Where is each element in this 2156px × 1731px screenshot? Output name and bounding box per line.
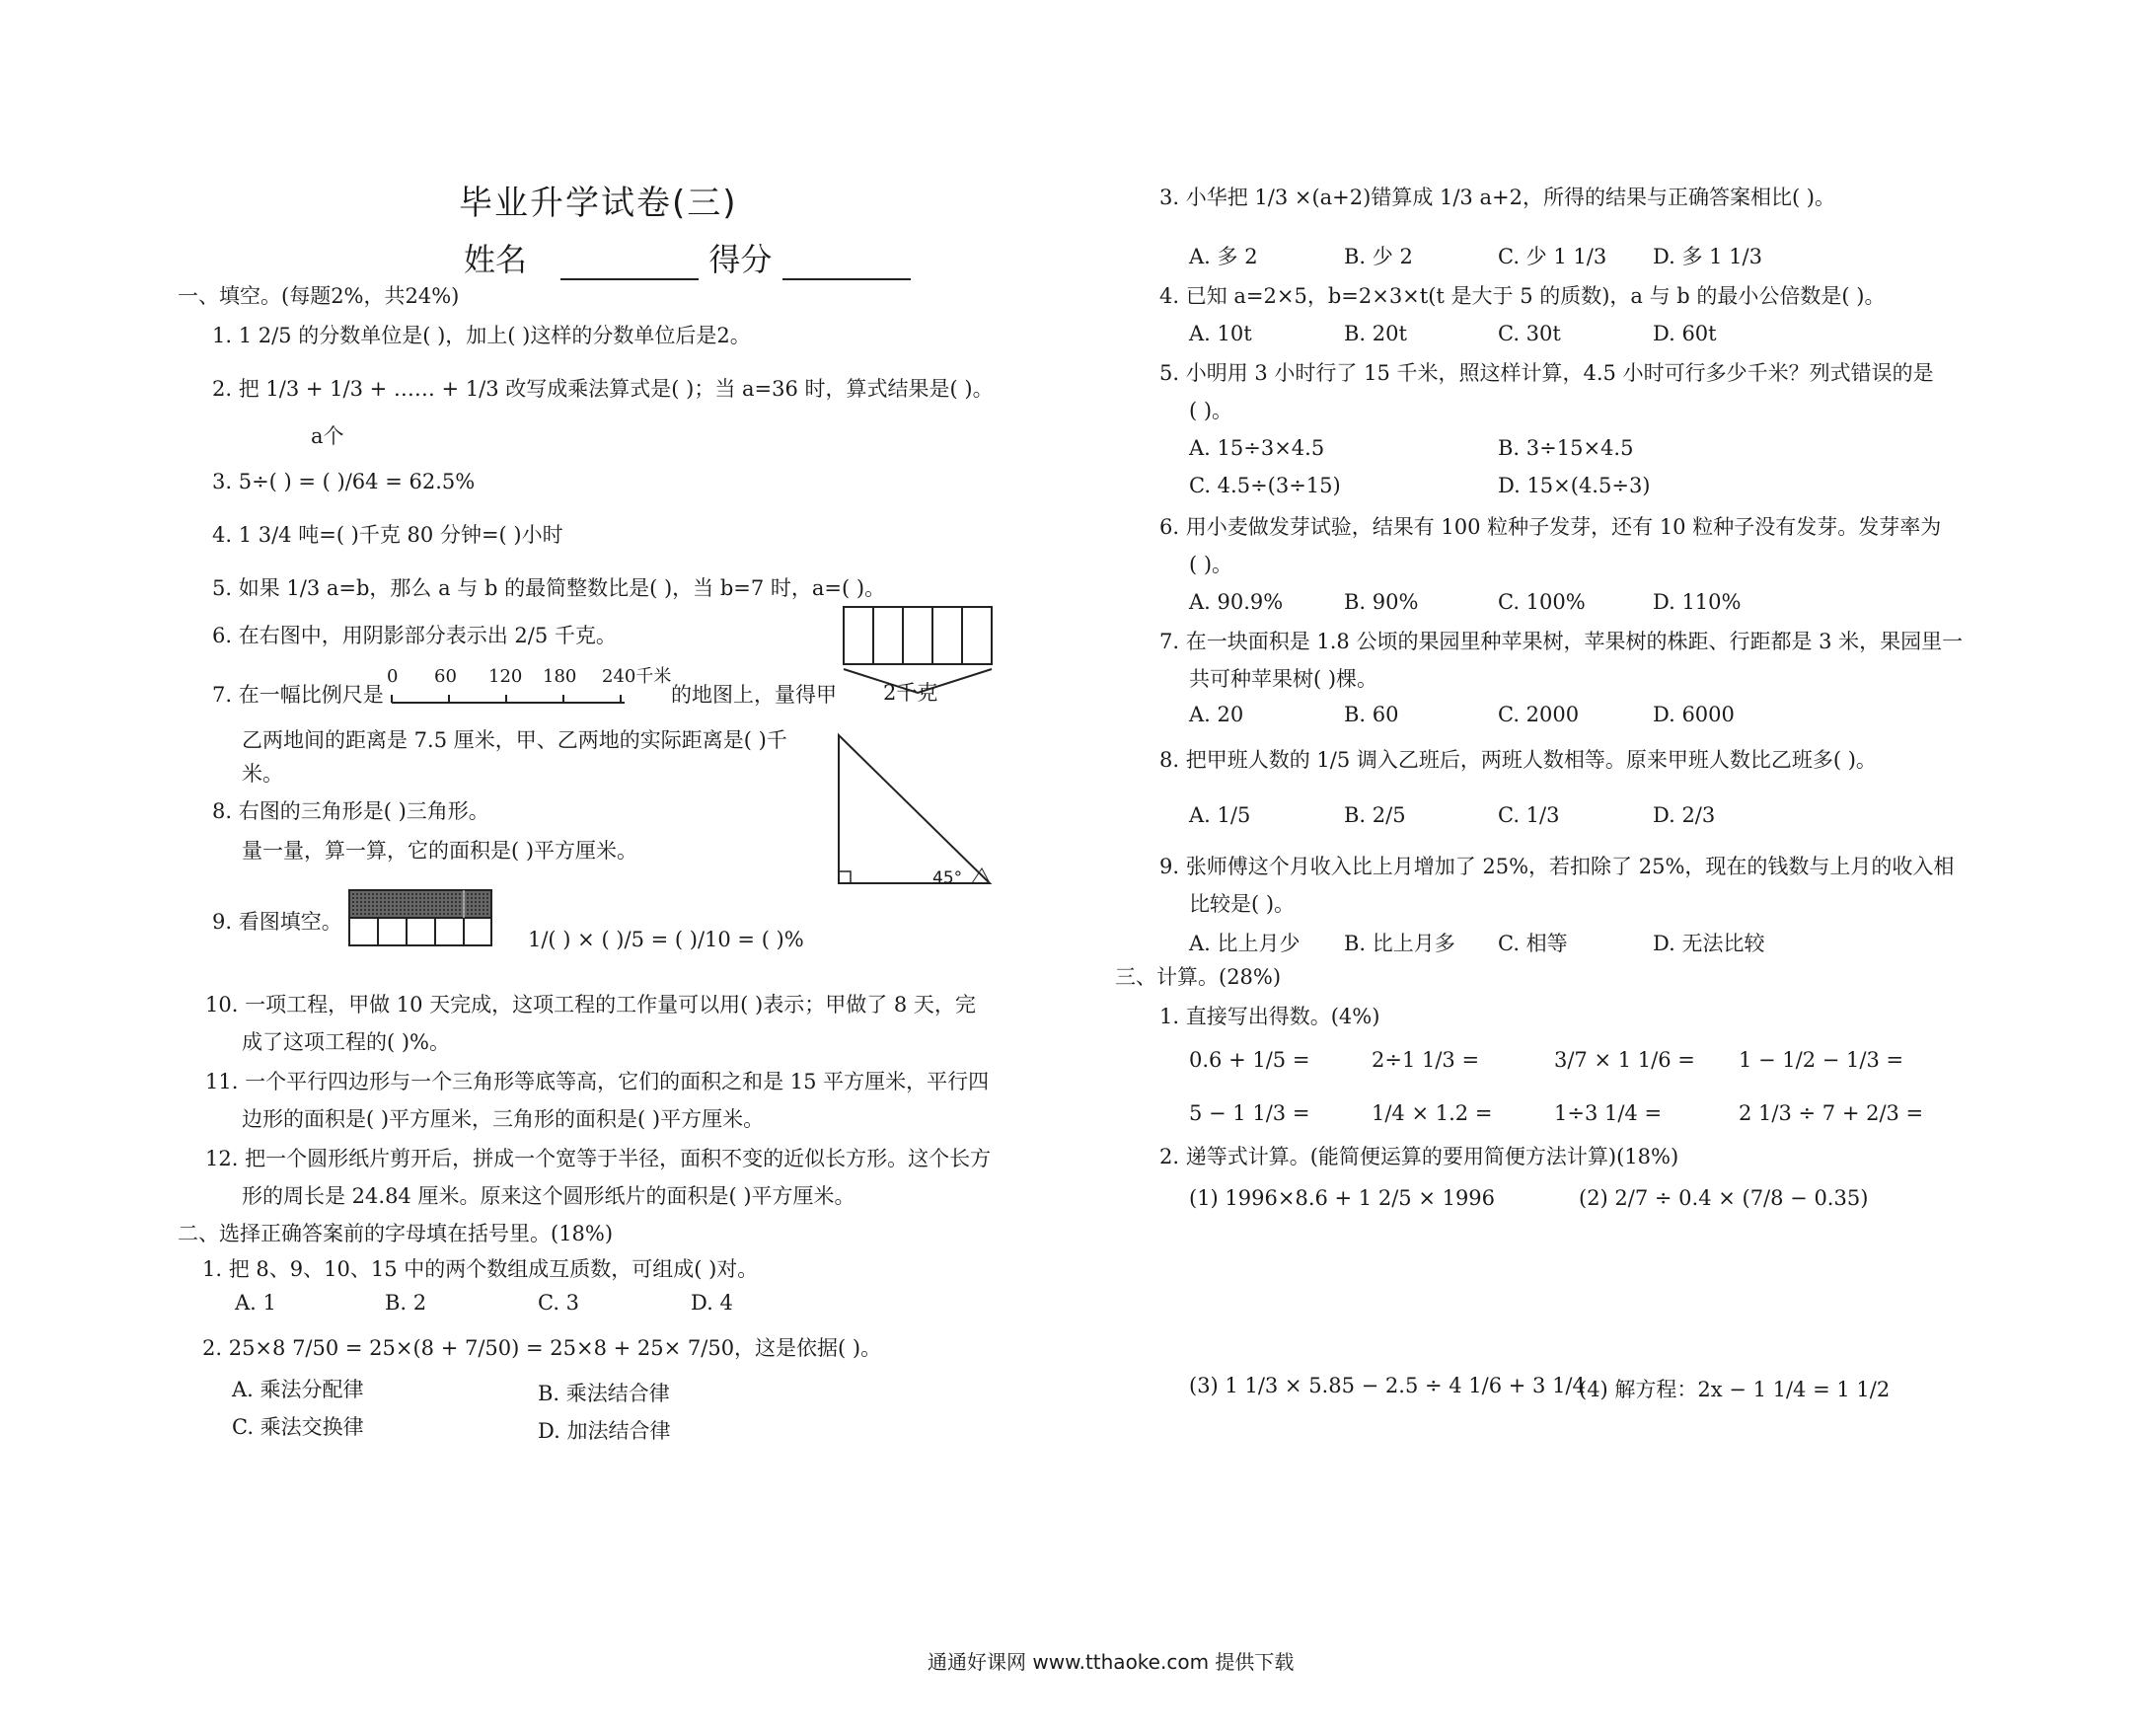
- s2-q3-opt-b: B. 少 2: [1344, 245, 1413, 268]
- s1-q7c: 乙两地间的距离是 7.5 厘米，甲、乙两地的实际距离是( )千: [242, 728, 787, 752]
- s2-q3-opt-a: A. 多 2: [1189, 245, 1258, 268]
- s3-row2-d: 2 1/3 ÷ 7 + 2/3 =: [1739, 1101, 1924, 1125]
- scale-tick-240: 240千米: [602, 666, 672, 687]
- s1-q11a: 11. 一个平行四边形与一个三角形等底等高，它们的面积之和是 15 平方厘米，平行四: [205, 1070, 990, 1093]
- s2-q1-opt-b: B. 2: [385, 1291, 427, 1315]
- s2-q7-opt-b: B. 60: [1344, 703, 1399, 726]
- name-label: 姓名: [464, 241, 528, 278]
- s2-q8-opt-a: A. 1/5: [1189, 803, 1251, 827]
- s1-q5: 5. 如果 1/3 a=b，那么 a 与 b 的最简整数比是( )，当 b=7 时，a=( )。: [212, 576, 886, 600]
- s2-q8-opt-d: D. 2/3: [1653, 803, 1716, 827]
- s2-q9-opt-d: D. 无法比较: [1653, 932, 1765, 955]
- scale-tick-60: 60: [434, 666, 457, 687]
- s2-q3: 3. 小华把 1/3 ×(a+2)错算成 1/3 a+2，所得的结果与正确答案相比( )。: [1159, 186, 1836, 209]
- s3-row2-b: 1/4 × 1.2 =: [1372, 1101, 1493, 1125]
- right-triangle: [834, 730, 1002, 893]
- s2-q4-opt-d: D. 60t: [1653, 322, 1717, 345]
- s2-q9a: 9. 张师傅这个月收入比上月增加了 25%，若扣除了 25%，现在的钱数与上月的收入相: [1159, 855, 1955, 878]
- score-label: 得分: [708, 241, 773, 278]
- s2-q7a: 7. 在一块面积是 1.8 公顷的果园里种苹果树，苹果树的株距、行距都是 3 米，果园里一: [1159, 630, 1964, 653]
- name-score-row: [464, 235, 911, 280]
- s2-q1-opt-d: D. 4: [691, 1291, 733, 1315]
- footer-source: 通通好课网 www.tthaoke.com 提供下载: [928, 1650, 1295, 1674]
- s2-q8: 8. 把甲班人数的 1/5 调入乙班后，两班人数相等。原来甲班人数比乙班多( )。: [1159, 748, 1877, 772]
- s2-q7-opt-a: A. 20: [1189, 703, 1244, 726]
- s2-q5b: ( )。: [1189, 399, 1233, 422]
- s3-sub2: 2. 递等式计算。(能简便运算的要用简便方法计算)(18%): [1159, 1145, 1679, 1168]
- s1-q9: 9. 看图填空。: [212, 910, 342, 934]
- s2-q6-opt-d: D. 110%: [1653, 590, 1742, 614]
- s1-q7b: 的地图上，量得甲: [671, 683, 837, 707]
- s3-calc4: (4) 解方程：2x − 1 1/4 = 1 1/2: [1579, 1378, 1891, 1401]
- scale-tick-180: 180: [543, 666, 577, 687]
- s3-row1-a: 0.6 + 1/5 =: [1189, 1048, 1310, 1072]
- s2-q3-opt-d: D. 多 1 1/3: [1653, 245, 1762, 268]
- s2-q1: 1. 把 8、9、10、15 中的两个数组成互质数，可组成( )对。: [202, 1257, 759, 1281]
- s3-calc1: (1) 1996×8.6 + 1 2/5 × 1996: [1189, 1186, 1496, 1210]
- s2-q5-opt-b: B. 3÷15×4.5: [1498, 436, 1634, 460]
- s2-q7-opt-c: C. 2000: [1498, 703, 1580, 726]
- section2-heading: 二、选择正确答案前的字母填在括号里。(18%): [178, 1222, 614, 1245]
- q9-figure: [347, 888, 495, 951]
- s2-q2-opt-d: D. 加法结合律: [538, 1419, 671, 1443]
- s1-q12a: 12. 把一个圆形纸片剪开后，拼成一个宽等于半径，面积不变的近似长方形。这个长方: [205, 1147, 992, 1170]
- s2-q6-opt-c: C. 100%: [1498, 590, 1586, 614]
- s1-q8b: 量一量，算一算，它的面积是( )平方厘米。: [242, 839, 638, 863]
- s2-q7b: 共可种苹果树( )棵。: [1189, 667, 1378, 691]
- scale-tick-0: 0: [387, 666, 399, 687]
- page-title: 毕业升学试卷(三): [459, 184, 738, 223]
- section3-heading: 三、计算。(28%): [1115, 965, 1282, 989]
- s3-calc3: (3) 1 1/3 × 5.85 − 2.5 ÷ 4 1/6 + 3 1/4: [1189, 1374, 1586, 1397]
- s3-row1-c: 3/7 × 1 1/6 =: [1554, 1048, 1695, 1072]
- s1-q3: 3. 5÷( ) = ( )/64 = 62.5%: [212, 470, 476, 493]
- s2-q8-opt-b: B. 2/5: [1344, 803, 1406, 827]
- s1-q2-sub: a个: [311, 424, 344, 448]
- s3-calc2: (2) 2/7 ÷ 0.4 × (7/8 − 0.35): [1579, 1186, 1869, 1210]
- s1-q11b: 边形的面积是( )平方厘米，三角形的面积是( )平方厘米。: [242, 1107, 765, 1131]
- s2-q7-opt-d: D. 6000: [1653, 703, 1735, 726]
- s2-q6-opt-b: B. 90%: [1344, 590, 1419, 614]
- s2-q1-opt-a: A. 1: [235, 1291, 276, 1315]
- q8-angle-label: 45°: [932, 868, 963, 888]
- scale-tick-120: 120: [488, 666, 523, 687]
- s1-q10a: 10. 一项工程，甲做 10 天完成，这项工程的工作量可以用( )表示；甲做了 8 天，完: [205, 993, 976, 1016]
- s2-q2-opt-c: C. 乘法交换律: [232, 1415, 364, 1439]
- s2-q9b: 比较是( )。: [1189, 892, 1296, 916]
- s2-q4-opt-b: B. 20t: [1344, 322, 1407, 345]
- q6-fig-label: 2千克: [883, 681, 938, 705]
- s2-q6a: 6. 用小麦做发芽试验，结果有 100 粒种子发芽，还有 10 粒种子没有发芽。发芽率为: [1159, 515, 1942, 539]
- scale-bar: [390, 691, 636, 707]
- s2-q2-opt-b: B. 乘法结合律: [538, 1382, 670, 1405]
- s1-q7a: 7. 在一幅比例尺是: [212, 683, 384, 707]
- s2-q4-opt-c: C. 30t: [1498, 322, 1561, 345]
- s2-q9-opt-c: C. 相等: [1498, 932, 1568, 955]
- s2-q5-opt-d: D. 15×(4.5÷3): [1498, 474, 1651, 497]
- s2-q2-opt-a: A. 乘法分配律: [232, 1378, 364, 1401]
- s2-q6b: ( )。: [1189, 553, 1233, 576]
- s1-q7d: 米。: [242, 762, 283, 786]
- s2-q4-opt-a: A. 10t: [1189, 322, 1252, 345]
- s2-q1-opt-c: C. 3: [538, 1291, 580, 1315]
- s2-q5-opt-a: A. 15÷3×4.5: [1189, 436, 1325, 460]
- s1-q4: 4. 1 3/4 吨=( )千克 80 分钟=( )小时: [212, 523, 563, 547]
- s3-sub1: 1. 直接写出得数。(4%): [1159, 1005, 1380, 1028]
- s3-row1-d: 1 − 1/2 − 1/3 =: [1739, 1048, 1904, 1072]
- s3-row1-b: 2÷1 1/3 =: [1372, 1048, 1480, 1072]
- section1-heading: 一、填空。(每题2%，共24%): [178, 284, 460, 308]
- s2-q4: 4. 已知 a=2×5，b=2×3×t(t 是大于 5 的质数)，a 与 b 的最小公倍数是( )。: [1159, 284, 1886, 308]
- s2-q2: 2. 25×8 7/50 = 25×(8 + 7/50) = 25×8 + 25× 7/50，这是依据( )。: [202, 1336, 882, 1360]
- s3-row2-c: 1÷3 1/4 =: [1554, 1101, 1663, 1125]
- s3-row2-a: 5 − 1 1/3 =: [1189, 1101, 1310, 1125]
- s1-q9-expr: 1/( ) × ( )/5 = ( )/10 = ( )%: [528, 928, 804, 951]
- s1-q12b: 形的周长是 24.84 厘米。原来这个圆形纸片的面积是( )平方厘米。: [242, 1184, 855, 1208]
- score-blank[interactable]: [782, 249, 911, 280]
- s2-q5a: 5. 小明用 3 小时行了 15 千米，照这样计算，4.5 小时可行多少千米？列式错误的是: [1159, 361, 1934, 385]
- s1-q10b: 成了这项工程的( )%。: [242, 1030, 451, 1054]
- s1-q1: 1. 1 2/5 的分数单位是( )，加上( )这样的分数单位后是2。: [212, 324, 751, 347]
- s2-q9-opt-a: A. 比上月少: [1189, 932, 1301, 955]
- s2-q8-opt-c: C. 1/3: [1498, 803, 1560, 827]
- name-blank[interactable]: [560, 249, 699, 280]
- s1-q2: 2. 把 1/3 + 1/3 + …… + 1/3 改写成乘法算式是( )；当 a=36 时，算式结果是( )。: [212, 377, 994, 401]
- s1-q8a: 8. 右图的三角形是( )三角形。: [212, 799, 489, 823]
- s2-q6-opt-a: A. 90.9%: [1189, 590, 1284, 614]
- s2-q9-opt-b: B. 比上月多: [1344, 932, 1455, 955]
- s2-q3-opt-c: C. 少 1 1/3: [1498, 245, 1607, 268]
- s2-q5-opt-c: C. 4.5÷(3÷15): [1189, 474, 1341, 497]
- s1-q6: 6. 在右图中，用阴影部分表示出 2/5 千克。: [212, 624, 617, 647]
